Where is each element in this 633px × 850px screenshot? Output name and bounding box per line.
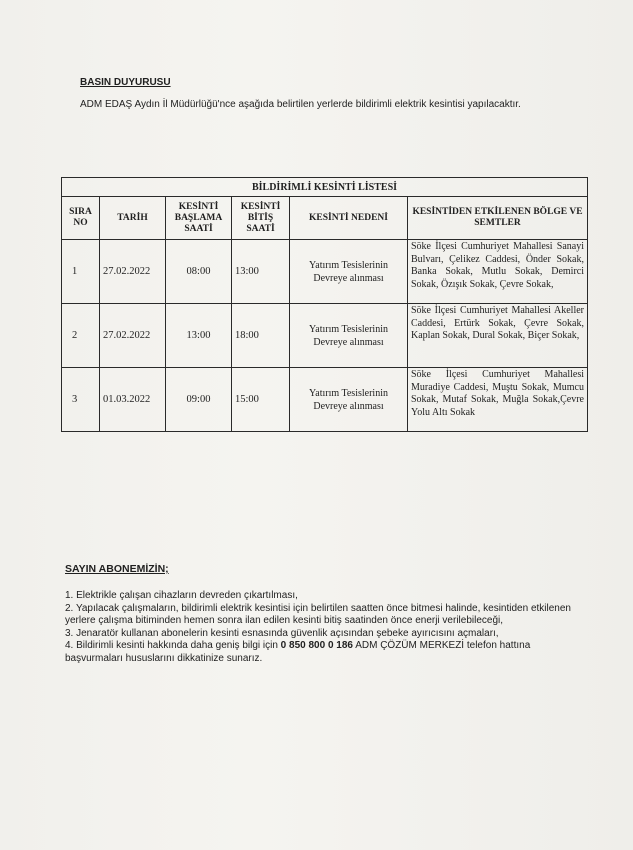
cell-no: 1 — [62, 240, 100, 304]
header-area: KESİNTİDEN ETKİLENEN BÖLGE VE SEMTLER — [408, 197, 588, 240]
table-row — [62, 240, 588, 304]
header-end: KESİNTİ BİTİŞ SAATİ — [232, 197, 290, 240]
cell-date: 01.03.2022 — [100, 368, 166, 432]
header-reason: KESİNTİ NEDENİ — [290, 197, 408, 240]
note-item: 2. Yapılacak çalışmaların, bildirimli elektrik kesintisi için belirtilen saatten önce bitmesi halinde, kesintiden etkilenen yerlere çalışma bitiminden hemen sonra ilan edilen kesinti bitiş saatinden önce enerji verilebileceği, — [65, 602, 571, 626]
intro-paragraph: ADM EDAŞ Aydın İl Müdürlüğü'nce aşağıda belirtilen yerlerde bildirimli elektrik kesintisi yapılacaktır. — [80, 99, 521, 110]
table-row — [62, 368, 588, 432]
note-4-ending: telefon hattına başvurmaları hususlarını dikkatinize sunarız. — [65, 640, 531, 664]
header-start: KESİNTİ BAŞLAMA SAATİ — [166, 197, 232, 240]
cell-date: 27.02.2022 — [100, 304, 166, 368]
cell-end: 18:00 — [232, 304, 290, 368]
table-caption: BİLDİRİMLİ KESİNTİ LİSTESİ — [62, 178, 588, 197]
cell-no: 3 — [62, 368, 100, 432]
cell-area: Söke İlçesi Cumhuriyet Mahallesi Sanayi Bulvarı, Çelikez Caddesi, Önder Sokak, Banka Sokak, Mutlu Sokak, Demirci Sokak, Özışık Sokak, Çevre Sokak, — [408, 240, 588, 304]
call-center-phone: 0 850 800 0 186 — [280, 640, 353, 651]
cell-end: 15:00 — [232, 368, 290, 432]
cell-date: 27.02.2022 — [100, 240, 166, 304]
note-4-text: 4. Bildirimli kesinti hakkında daha geniş bilgi için — [65, 640, 281, 651]
table-row — [62, 304, 588, 368]
subscribers-heading: SAYIN ABONEMİZİN; — [65, 563, 169, 575]
cell-end: 13:00 — [232, 240, 290, 304]
cell-no: 2 — [62, 304, 100, 368]
header-no: SIRA NO — [62, 197, 100, 240]
note-item — [65, 640, 575, 665]
press-release-heading: BASIN DUYURUSU — [80, 77, 171, 88]
header-date: TARİH — [100, 197, 166, 240]
cell-reason: Yatırım Tesislerinin Devreye alınması — [290, 368, 408, 432]
note-item: 3. Jenaratör kullanan abonelerin kesinti esnasında güvenlik açısından şebeke ayırıcısını açmaları, — [65, 627, 499, 639]
outage-table — [61, 177, 588, 432]
cell-start: 13:00 — [166, 304, 232, 368]
cell-start: 09:00 — [166, 368, 232, 432]
table-header-row — [62, 197, 588, 240]
cell-reason: Yatırım Tesislerinin Devreye alınması — [290, 240, 408, 304]
cell-area: Söke İlçesi Cumhuriyet Mahallesi Muradiye Caddesi, Muştu Sokak, Mumcu Sokak, Mutaf Sokak, Muğla Sokak,Çevre Yolu Altı Sokak — [408, 368, 588, 432]
cell-area: Söke İlçesi Cumhuriyet Mahallesi Akeller Caddesi, Ertürk Sokak, Çevre Sokak, Kaplan Sokak, Dural Sokak, Biçer Sokak, — [408, 304, 588, 368]
notes-list — [65, 590, 575, 665]
cell-reason: Yatırım Tesislerinin Devreye alınması — [290, 304, 408, 368]
call-center-name: ADM ÇÖZÜM MERKEZİ — [352, 640, 465, 651]
cell-start: 08:00 — [166, 240, 232, 304]
note-item: 1. Elektrikle çalışan cihazların devreden çıkartılması, — [65, 590, 298, 601]
